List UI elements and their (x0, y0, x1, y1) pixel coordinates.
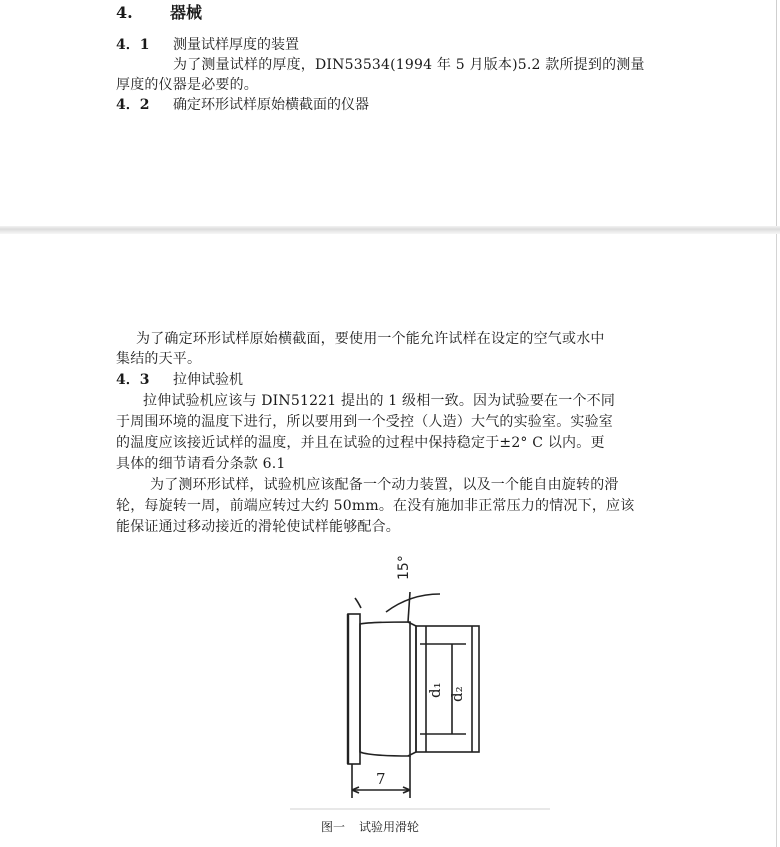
subsection-number: 4．2 (116, 97, 150, 113)
figure-caption-number: 图一 (321, 820, 346, 834)
figure-baseline (290, 808, 550, 810)
document-page-upper (0, 0, 780, 226)
paragraph-line: 厚度的仪器是必要的。 (116, 77, 258, 93)
d2-label: d₂ (448, 686, 466, 702)
angle-arc (386, 594, 440, 612)
paragraph-line: 的温度应该接近试样的温度，并且在试验的过程中保持稳定于±2° C 以内。更 (116, 435, 605, 451)
subsection-heading-4-2 (116, 97, 369, 113)
angle-reference-line (408, 592, 410, 622)
figure-caption (321, 818, 419, 835)
section-heading-4 (116, 5, 202, 21)
paragraph-line: 轮，每旋转一周，前端应转过大约 50mm。在没有施加非正常压力的情况下，应该 (116, 498, 635, 514)
subsection-title: 确定环形试样原始横截面的仪器 (173, 97, 369, 113)
paragraph-line: 拉伸试验机应该与 DIN51221 提出的 1 级相一致。因为试验要在一个不同 (143, 393, 616, 409)
angle-leader-line (355, 598, 361, 608)
paragraph-line: 为了确定环形试样原始横截面，要使用一个能允许试样在设定的空气或水中 (136, 331, 605, 347)
page-edge (776, 234, 777, 847)
section-number: 4. (116, 3, 133, 22)
paragraph-line: 能保证通过移动接近的滑轮使试样能够配合。 (116, 519, 400, 535)
figure-caption-title: 试验用滑轮 (359, 820, 420, 834)
subsection-title: 拉伸试验机 (173, 372, 243, 388)
page-separator (0, 226, 780, 234)
subsection-heading-4-1 (116, 37, 299, 53)
paragraph-line: 为了测环形试样，试验机应该配备一个动力装置，以及一个能自由旋转的滑 (150, 477, 619, 493)
subsection-number: 4．3 (116, 372, 150, 388)
section-title: 器械 (170, 3, 203, 22)
paragraph-line: 具体的细节请看分条款 6.1 (116, 456, 286, 472)
paragraph-line: 于周围环境的温度下进行，所以要用到一个受控（人造）大气的实验室。实验室 (116, 414, 613, 430)
angle-label: 15° (396, 555, 412, 580)
pulley-drawing (300, 552, 510, 812)
width-label: 7 (376, 770, 386, 788)
paragraph-line: 为了测量试样的厚度，DIN53534(1994 年 5 月版本)5.2 款所提到的测量 (173, 57, 645, 73)
subsection-title: 测量试样厚度的装置 (173, 37, 299, 53)
pulley-flange (348, 614, 360, 764)
d1-label: d₁ (426, 682, 444, 698)
subsection-number: 4．1 (116, 37, 150, 53)
paragraph-line: 集结的天平。 (116, 351, 202, 367)
subsection-heading-4-3 (116, 372, 243, 388)
page-edge (776, 0, 777, 226)
pulley-hub (360, 622, 410, 756)
